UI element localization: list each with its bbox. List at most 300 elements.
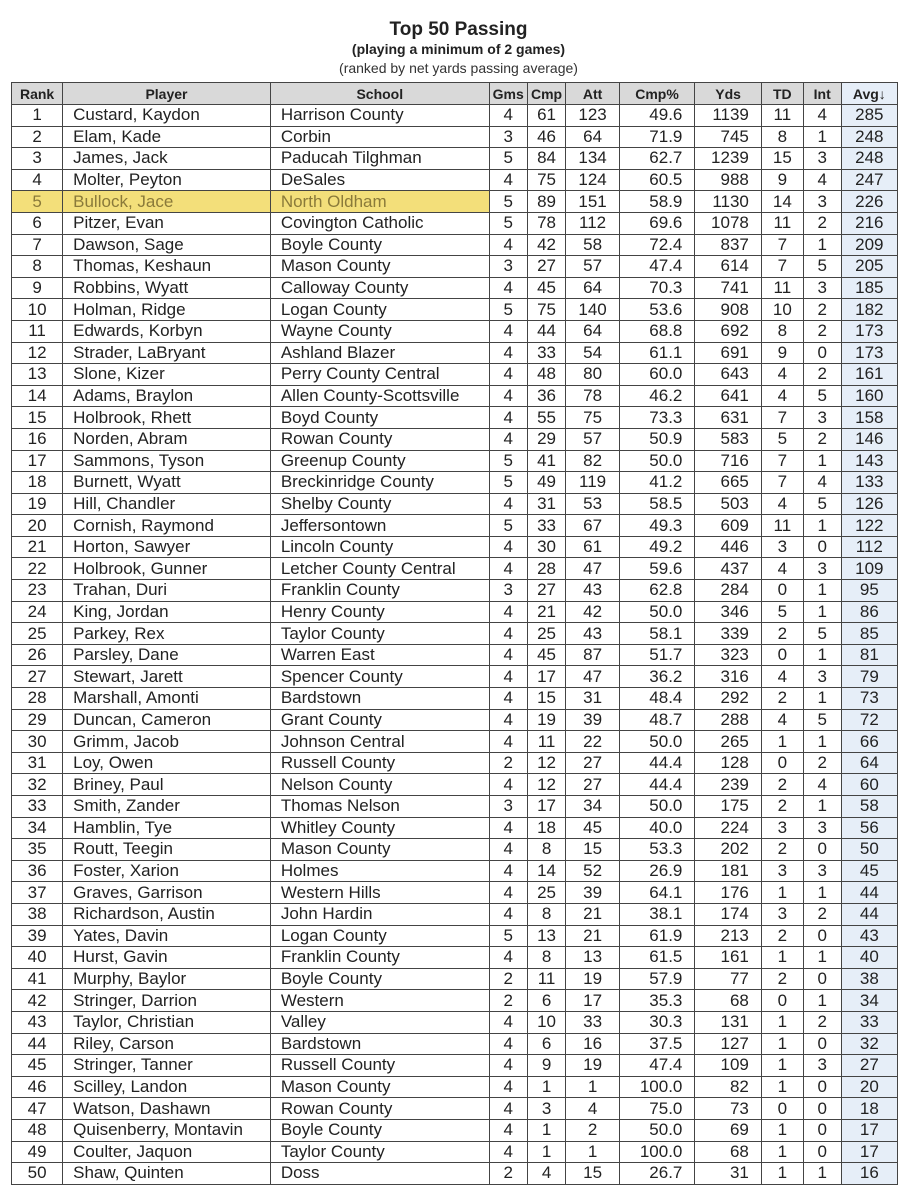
- cell-yds: 176: [695, 882, 762, 904]
- cell-yds: 745: [695, 126, 762, 148]
- cell-rank: 24: [12, 601, 63, 623]
- cell-att: 16: [566, 1033, 619, 1055]
- cell-player: Stringer, Darrion: [63, 990, 271, 1012]
- cell-cmp-pct: 61.1: [619, 342, 695, 364]
- cell-int: 3: [803, 148, 841, 170]
- col-header-player[interactable]: Player: [63, 83, 271, 105]
- table-row: [12, 947, 898, 969]
- cell-cmp-pct: 26.9: [619, 860, 695, 882]
- cell-int: 2: [803, 903, 841, 925]
- cell-avg: 17: [841, 1119, 897, 1141]
- cell-school: Grant County: [270, 709, 489, 731]
- cell-td: 0: [761, 752, 803, 774]
- table-row: [12, 688, 898, 710]
- cell-school: John Hardin: [270, 903, 489, 925]
- table-row: [12, 385, 898, 407]
- cell-cmp-pct: 50.0: [619, 731, 695, 753]
- cell-td: 2: [761, 623, 803, 645]
- cell-td: 3: [761, 817, 803, 839]
- cell-player: Routt, Teegin: [63, 839, 271, 861]
- table-row: [12, 580, 898, 602]
- cell-cmp-pct: 47.4: [619, 256, 695, 278]
- cell-school: Boyle County: [270, 1119, 489, 1141]
- cell-gms: 5: [489, 925, 527, 947]
- cell-yds: 224: [695, 817, 762, 839]
- cell-school: Rowan County: [270, 1098, 489, 1120]
- cell-avg: 161: [841, 364, 897, 386]
- cell-school: Valley: [270, 1011, 489, 1033]
- cell-yds: 82: [695, 1076, 762, 1098]
- cell-gms: 4: [489, 666, 527, 688]
- cell-cmp-pct: 30.3: [619, 1011, 695, 1033]
- cell-td: 11: [761, 212, 803, 234]
- cell-cmp: 1: [527, 1076, 566, 1098]
- cell-avg: 40: [841, 947, 897, 969]
- cell-gms: 4: [489, 364, 527, 386]
- cell-avg: 86: [841, 601, 897, 623]
- cell-rank: 49: [12, 1141, 63, 1163]
- ranking-note: (ranked by net yards passing average): [339, 60, 578, 76]
- cell-td: 10: [761, 299, 803, 321]
- cell-yds: 1130: [695, 191, 762, 213]
- cell-cmp: 30: [527, 536, 566, 558]
- cell-school: Western Hills: [270, 882, 489, 904]
- cell-td: 4: [761, 709, 803, 731]
- cell-int: 1: [803, 580, 841, 602]
- cell-int: 3: [803, 277, 841, 299]
- cell-gms: 4: [489, 601, 527, 623]
- cell-avg: 248: [841, 148, 897, 170]
- cell-rank: 37: [12, 882, 63, 904]
- cell-att: 124: [566, 169, 619, 191]
- table-row: [12, 558, 898, 580]
- cell-td: 1: [761, 1076, 803, 1098]
- cell-avg: 285: [841, 105, 897, 127]
- cell-avg: 18: [841, 1098, 897, 1120]
- cell-int: 0: [803, 536, 841, 558]
- cell-cmp: 6: [527, 990, 566, 1012]
- cell-gms: 4: [489, 277, 527, 299]
- cell-cmp: 49: [527, 472, 566, 494]
- cell-school: Paducah Tilghman: [270, 148, 489, 170]
- cell-td: 1: [761, 947, 803, 969]
- cell-int: 2: [803, 212, 841, 234]
- cell-gms: 4: [489, 709, 527, 731]
- cell-att: 34: [566, 796, 619, 818]
- cell-cmp: 41: [527, 450, 566, 472]
- cell-gms: 4: [489, 623, 527, 645]
- table-row: [12, 968, 898, 990]
- cell-gms: 4: [489, 385, 527, 407]
- cell-cmp: 11: [527, 731, 566, 753]
- col-header-td[interactable]: TD: [761, 83, 803, 105]
- cell-att: 61: [566, 536, 619, 558]
- cell-td: 5: [761, 601, 803, 623]
- cell-att: 52: [566, 860, 619, 882]
- cell-school: Logan County: [270, 299, 489, 321]
- cell-avg: 33: [841, 1011, 897, 1033]
- cell-player: Stringer, Tanner: [63, 1055, 271, 1077]
- cell-yds: 73: [695, 1098, 762, 1120]
- cell-player: Smith, Zander: [63, 796, 271, 818]
- cell-rank: 50: [12, 1163, 63, 1185]
- cell-td: 2: [761, 796, 803, 818]
- cell-gms: 4: [489, 428, 527, 450]
- table-row: [12, 774, 898, 796]
- cell-att: 27: [566, 752, 619, 774]
- cell-int: 4: [803, 472, 841, 494]
- cell-avg: 50: [841, 839, 897, 861]
- cell-player: Edwards, Korbyn: [63, 320, 271, 342]
- cell-cmp-pct: 73.3: [619, 407, 695, 429]
- cell-int: 5: [803, 385, 841, 407]
- table-row: [12, 515, 898, 537]
- cell-avg: 122: [841, 515, 897, 537]
- col-header-gms[interactable]: Gms: [489, 83, 527, 105]
- header-row: [12, 83, 898, 105]
- cell-cmp: 21: [527, 601, 566, 623]
- cell-td: 11: [761, 105, 803, 127]
- col-header-rank[interactable]: Rank: [12, 83, 63, 105]
- cell-cmp: 84: [527, 148, 566, 170]
- cell-rank: 14: [12, 385, 63, 407]
- passing-table: [11, 82, 898, 1185]
- cell-rank: 23: [12, 580, 63, 602]
- cell-avg: 56: [841, 817, 897, 839]
- cell-cmp-pct: 58.9: [619, 191, 695, 213]
- cell-player: Shaw, Quinten: [63, 1163, 271, 1185]
- cell-player: Quisenberry, Montavin: [63, 1119, 271, 1141]
- cell-td: 2: [761, 968, 803, 990]
- cell-rank: 15: [12, 407, 63, 429]
- cell-int: 0: [803, 839, 841, 861]
- cell-cmp: 27: [527, 256, 566, 278]
- cell-yds: 68: [695, 1141, 762, 1163]
- cell-yds: 77: [695, 968, 762, 990]
- cell-avg: 173: [841, 342, 897, 364]
- table-row: [12, 450, 898, 472]
- table-row: [12, 752, 898, 774]
- cell-school: Allen County-Scottsville: [270, 385, 489, 407]
- cell-td: 9: [761, 342, 803, 364]
- col-header-int[interactable]: Int: [803, 83, 841, 105]
- cell-avg: 45: [841, 860, 897, 882]
- cell-yds: 665: [695, 472, 762, 494]
- cell-cmp-pct: 49.2: [619, 536, 695, 558]
- cell-att: 82: [566, 450, 619, 472]
- cell-player: Richardson, Austin: [63, 903, 271, 925]
- cell-td: 0: [761, 644, 803, 666]
- cell-rank: 35: [12, 839, 63, 861]
- cell-cmp-pct: 62.7: [619, 148, 695, 170]
- cell-school: Mason County: [270, 839, 489, 861]
- table-row: [12, 148, 898, 170]
- sort-down-icon: ↓: [878, 85, 886, 102]
- cell-td: 4: [761, 364, 803, 386]
- cell-cmp: 75: [527, 299, 566, 321]
- cell-cmp: 8: [527, 947, 566, 969]
- cell-gms: 4: [489, 1141, 527, 1163]
- cell-yds: 641: [695, 385, 762, 407]
- cell-cmp-pct: 49.3: [619, 515, 695, 537]
- cell-td: 3: [761, 860, 803, 882]
- table-row: [12, 493, 898, 515]
- cell-school: Shelby County: [270, 493, 489, 515]
- cell-gms: 3: [489, 580, 527, 602]
- cell-gms: 4: [489, 1119, 527, 1141]
- cell-cmp-pct: 37.5: [619, 1033, 695, 1055]
- cell-yds: 716: [695, 450, 762, 472]
- cell-att: 33: [566, 1011, 619, 1033]
- cell-att: 57: [566, 256, 619, 278]
- cell-rank: 42: [12, 990, 63, 1012]
- table-row: [12, 320, 898, 342]
- cell-gms: 4: [489, 839, 527, 861]
- table-row: [12, 1141, 898, 1163]
- cell-cmp: 46: [527, 126, 566, 148]
- col-header-cmp-pct[interactable]: Cmp%: [619, 83, 695, 105]
- cell-yds: 437: [695, 558, 762, 580]
- cell-int: 2: [803, 364, 841, 386]
- cell-school: Johnson Central: [270, 731, 489, 753]
- cell-school: Russell County: [270, 1055, 489, 1077]
- cell-gms: 4: [489, 342, 527, 364]
- cell-rank: 33: [12, 796, 63, 818]
- cell-player: Molter, Peyton: [63, 169, 271, 191]
- cell-player: Custard, Kaydon: [63, 105, 271, 127]
- cell-school: Taylor County: [270, 623, 489, 645]
- table-row: [12, 990, 898, 1012]
- cell-cmp: 36: [527, 385, 566, 407]
- cell-player: Sammons, Tyson: [63, 450, 271, 472]
- cell-att: 140: [566, 299, 619, 321]
- cell-yds: 1139: [695, 105, 762, 127]
- cell-cmp-pct: 50.0: [619, 1119, 695, 1141]
- cell-yds: 741: [695, 277, 762, 299]
- cell-gms: 4: [489, 1033, 527, 1055]
- cell-rank: 45: [12, 1055, 63, 1077]
- cell-cmp-pct: 60.5: [619, 169, 695, 191]
- cell-school: Boyle County: [270, 968, 489, 990]
- col-header-cmp[interactable]: Cmp: [527, 83, 566, 105]
- cell-player: Riley, Carson: [63, 1033, 271, 1055]
- cell-player: Loy, Owen: [63, 752, 271, 774]
- cell-int: 0: [803, 1033, 841, 1055]
- cell-rank: 9: [12, 277, 63, 299]
- cell-rank: 31: [12, 752, 63, 774]
- cell-school: Greenup County: [270, 450, 489, 472]
- table-row: [12, 364, 898, 386]
- cell-avg: 158: [841, 407, 897, 429]
- cell-yds: 239: [695, 774, 762, 796]
- col-header-yds[interactable]: Yds: [695, 83, 762, 105]
- cell-rank: 5: [12, 191, 63, 213]
- cell-gms: 2: [489, 752, 527, 774]
- cell-player: Pitzer, Evan: [63, 212, 271, 234]
- cell-cmp-pct: 72.4: [619, 234, 695, 256]
- cell-player: King, Jordan: [63, 601, 271, 623]
- cell-rank: 48: [12, 1119, 63, 1141]
- cell-gms: 4: [489, 1011, 527, 1033]
- cell-int: 3: [803, 558, 841, 580]
- cell-att: 45: [566, 817, 619, 839]
- cell-td: 3: [761, 536, 803, 558]
- cell-rank: 21: [12, 536, 63, 558]
- cell-cmp-pct: 48.7: [619, 709, 695, 731]
- cell-school: Bardstown: [270, 688, 489, 710]
- cell-int: 3: [803, 860, 841, 882]
- cell-yds: 631: [695, 407, 762, 429]
- cell-cmp-pct: 50.0: [619, 796, 695, 818]
- cell-int: 2: [803, 1011, 841, 1033]
- cell-player: Watson, Dashawn: [63, 1098, 271, 1120]
- cell-rank: 28: [12, 688, 63, 710]
- cell-gms: 4: [489, 105, 527, 127]
- cell-yds: 583: [695, 428, 762, 450]
- cell-player: Norden, Abram: [63, 428, 271, 450]
- cell-player: Strader, LaBryant: [63, 342, 271, 364]
- cell-gms: 4: [489, 320, 527, 342]
- cell-avg: 44: [841, 882, 897, 904]
- cell-int: 0: [803, 1141, 841, 1163]
- cell-avg: 32: [841, 1033, 897, 1055]
- cell-rank: 46: [12, 1076, 63, 1098]
- table-row: [12, 191, 898, 213]
- col-header-avg[interactable]: [841, 83, 897, 105]
- cell-att: 15: [566, 1163, 619, 1185]
- col-header-school[interactable]: School: [270, 83, 489, 105]
- cell-school: Thomas Nelson: [270, 796, 489, 818]
- cell-td: 1: [761, 1119, 803, 1141]
- cell-player: James, Jack: [63, 148, 271, 170]
- cell-yds: 908: [695, 299, 762, 321]
- table-row: [12, 169, 898, 191]
- cell-player: Trahan, Duri: [63, 580, 271, 602]
- cell-int: 0: [803, 925, 841, 947]
- cell-player: Horton, Sawyer: [63, 536, 271, 558]
- cell-cmp: 48: [527, 364, 566, 386]
- cell-rank: 39: [12, 925, 63, 947]
- table-row: [12, 407, 898, 429]
- cell-gms: 4: [489, 882, 527, 904]
- cell-att: 27: [566, 774, 619, 796]
- cell-int: 2: [803, 320, 841, 342]
- cell-att: 21: [566, 925, 619, 947]
- cell-school: Spencer County: [270, 666, 489, 688]
- cell-att: 43: [566, 580, 619, 602]
- cell-yds: 292: [695, 688, 762, 710]
- cell-td: 5: [761, 428, 803, 450]
- cell-td: 7: [761, 234, 803, 256]
- cell-rank: 26: [12, 644, 63, 666]
- table-row: [12, 903, 898, 925]
- cell-gms: 4: [489, 1098, 527, 1120]
- table-row: [12, 731, 898, 753]
- cell-rank: 6: [12, 212, 63, 234]
- table-row: [12, 105, 898, 127]
- cell-avg: 126: [841, 493, 897, 515]
- cell-att: 21: [566, 903, 619, 925]
- cell-cmp-pct: 57.9: [619, 968, 695, 990]
- cell-att: 80: [566, 364, 619, 386]
- col-header-att[interactable]: Att: [566, 83, 619, 105]
- cell-cmp-pct: 53.6: [619, 299, 695, 321]
- table-row: [12, 1163, 898, 1185]
- cell-player: Slone, Kizer: [63, 364, 271, 386]
- cell-player: Adams, Braylon: [63, 385, 271, 407]
- cell-gms: 5: [489, 472, 527, 494]
- cell-att: 53: [566, 493, 619, 515]
- cell-cmp: 42: [527, 234, 566, 256]
- cell-td: 4: [761, 666, 803, 688]
- cell-gms: 4: [489, 169, 527, 191]
- cell-int: 4: [803, 774, 841, 796]
- cell-school: Whitley County: [270, 817, 489, 839]
- cell-avg: 60: [841, 774, 897, 796]
- cell-att: 1: [566, 1141, 619, 1163]
- cell-school: North Oldham: [270, 191, 489, 213]
- cell-int: 1: [803, 1163, 841, 1185]
- cell-gms: 5: [489, 450, 527, 472]
- cell-cmp-pct: 51.7: [619, 644, 695, 666]
- cell-school: Franklin County: [270, 947, 489, 969]
- cell-cmp: 25: [527, 623, 566, 645]
- cell-player: Hill, Chandler: [63, 493, 271, 515]
- cell-rank: 19: [12, 493, 63, 515]
- cell-gms: 4: [489, 644, 527, 666]
- cell-cmp: 11: [527, 968, 566, 990]
- cell-rank: 22: [12, 558, 63, 580]
- cell-td: 8: [761, 126, 803, 148]
- cell-int: 1: [803, 947, 841, 969]
- table-row: [12, 882, 898, 904]
- cell-int: 0: [803, 968, 841, 990]
- cell-td: 1: [761, 1055, 803, 1077]
- cell-int: 1: [803, 731, 841, 753]
- cell-rank: 3: [12, 148, 63, 170]
- cell-gms: 4: [489, 903, 527, 925]
- cell-yds: 69: [695, 1119, 762, 1141]
- cell-yds: 346: [695, 601, 762, 623]
- cell-td: 2: [761, 688, 803, 710]
- cell-att: 4: [566, 1098, 619, 1120]
- cell-rank: 40: [12, 947, 63, 969]
- cell-school: Harrison County: [270, 105, 489, 127]
- cell-att: 47: [566, 666, 619, 688]
- cell-school: Russell County: [270, 752, 489, 774]
- cell-yds: 988: [695, 169, 762, 191]
- cell-rank: 18: [12, 472, 63, 494]
- cell-yds: 161: [695, 947, 762, 969]
- cell-td: 0: [761, 580, 803, 602]
- cell-rank: 20: [12, 515, 63, 537]
- cell-avg: 160: [841, 385, 897, 407]
- cell-cmp: 89: [527, 191, 566, 213]
- cell-cmp: 31: [527, 493, 566, 515]
- cell-att: 19: [566, 968, 619, 990]
- cell-cmp: 17: [527, 666, 566, 688]
- cell-cmp: 8: [527, 839, 566, 861]
- table-row: [12, 1011, 898, 1033]
- cell-player: Holbrook, Rhett: [63, 407, 271, 429]
- cell-cmp-pct: 69.6: [619, 212, 695, 234]
- cell-int: 4: [803, 105, 841, 127]
- cell-cmp-pct: 40.0: [619, 817, 695, 839]
- cell-td: 1: [761, 1141, 803, 1163]
- cell-yds: 202: [695, 839, 762, 861]
- cell-gms: 4: [489, 688, 527, 710]
- cell-rank: 2: [12, 126, 63, 148]
